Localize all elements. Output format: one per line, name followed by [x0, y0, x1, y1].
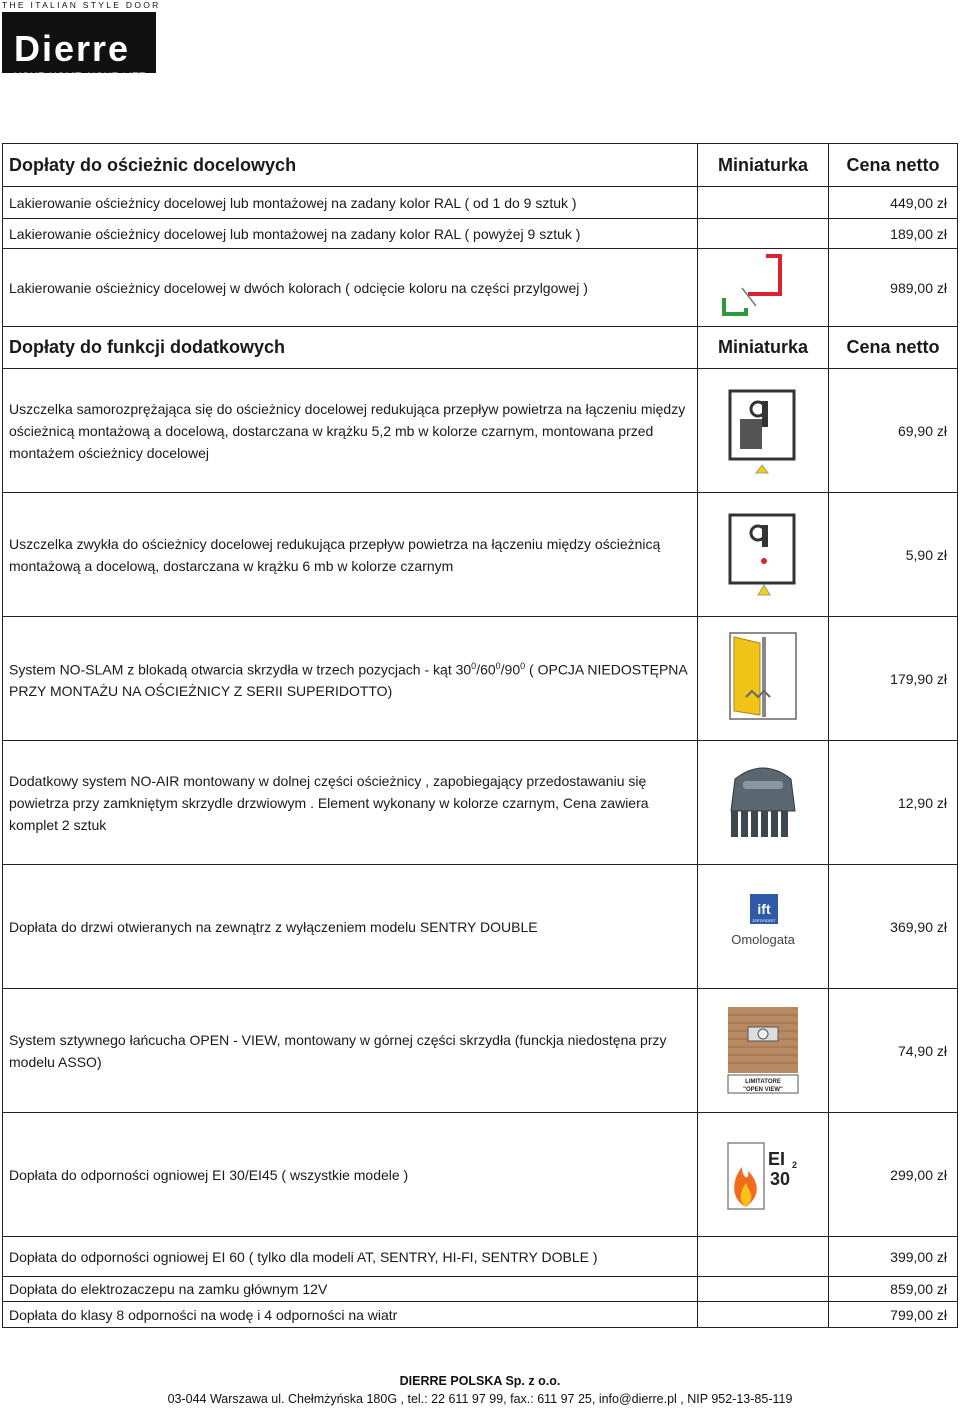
- logo-motto: YOUR HOME, YOUR LIFE: [14, 71, 146, 83]
- table-row: [3, 865, 958, 989]
- table-row: [3, 249, 958, 327]
- svg-text:EI: EI: [768, 1149, 786, 1169]
- row-description: Dodatkowy system NO-AIR montowany w dolnej części ościeżnicy , zapobiegający przedostawaniu się powietrza przy zamkniętym skrzydle drzwiowym . Element wykonany w kolorze czarnym, Cena zawiera komplet 2 sztuk: [3, 741, 698, 865]
- row-price: 399,00 zł: [829, 1237, 958, 1277]
- svg-text:ift: ift: [757, 901, 771, 917]
- logo-name: Dierre: [14, 28, 131, 69]
- svg-text:ZERTIFIZIERT: ZERTIFIZIERT: [752, 919, 776, 923]
- row-description: Dopłata do klasy 8 odporności na wodę i 4 odporności na wiatr: [3, 1302, 698, 1328]
- row-description: Lakierowanie ościeżnicy docelowej lub montażowej na zadany kolor RAL ( od 1 do 9 sztuk ): [3, 187, 698, 219]
- row-description: Uszczelka samorozprężająca się do ościeżnicy docelowej redukująca przepływ powietrza na łączeniu między ościeżnicą montażową a docelową, dostarczana w krążku 5,2 mb w kolorze czarnym, montowana przed montażem ościeżnicy docelowej: [3, 369, 698, 493]
- row-price: 449,00 zł: [829, 187, 958, 219]
- two-color-frame-icon: [708, 250, 818, 322]
- row-price: 369,90 zł: [829, 865, 958, 989]
- standard-seal-icon: [718, 503, 808, 603]
- ift-certificate-icon: [718, 890, 808, 960]
- table-row: [3, 219, 958, 249]
- svg-text:2: 2: [792, 1160, 798, 1170]
- no-air-comb-icon: [713, 751, 813, 851]
- row-price: 299,00 zł: [829, 1113, 958, 1237]
- svg-text:"OPEN VIEW": "OPEN VIEW": [743, 1087, 783, 1093]
- logo-tagline: THE ITALIAN STYLE DOOR: [2, 0, 161, 10]
- row-price: 5,90 zł: [829, 493, 958, 617]
- row-price: 12,90 zł: [829, 741, 958, 865]
- col-price-header: Cena netto: [829, 327, 958, 369]
- row-price: 989,00 zł: [829, 249, 958, 327]
- table-row: [3, 741, 958, 865]
- row-description: Dopłata do elektrozaczepu na zamku głównym 12V: [3, 1277, 698, 1302]
- section2-title: Dopłaty do funkcji dodatkowych: [3, 327, 698, 369]
- row-price: 799,00 zł: [829, 1302, 958, 1328]
- row-description: Lakierowanie ościeżnicy docelowej w dwóch kolorach ( odcięcie koloru na części przylgowej ): [3, 249, 698, 327]
- row-price: 74,90 zł: [829, 989, 958, 1113]
- table-row: [3, 493, 958, 617]
- svg-text:Omologata: Omologata: [731, 932, 795, 947]
- row-description: Lakierowanie ościeżnicy docelowej lub montażowej na zadany kolor RAL ( powyżej 9 sztuk ): [3, 219, 698, 249]
- row-description: Dopłata do odporności ogniowej EI 60 ( tylko dla modeli AT, SENTRY, HI-FI, SENTRY DOBLE ): [3, 1237, 698, 1277]
- self-expanding-seal-icon: [718, 379, 808, 479]
- footer-company: DIERRE POLSKA Sp. z o.o.: [399, 1374, 561, 1388]
- table-row: [3, 369, 958, 493]
- svg-text:30: 30: [770, 1169, 791, 1189]
- footer-address: 03-044 Warszawa ul. Chełmżyńska 180G , tel.: 22 611 97 99, fax.: 611 97 25, info@dierre.pl , NIP 952-13-85-119: [167, 1392, 793, 1406]
- svg-text:LIMITATORE: LIMITATORE: [745, 1079, 781, 1085]
- col-thumbnail-header: Miniaturka: [698, 327, 829, 369]
- row-price: 179,90 zł: [829, 617, 958, 741]
- table-row: [3, 617, 958, 741]
- table-row: [3, 1237, 958, 1277]
- table-row: [3, 1113, 958, 1237]
- col-thumbnail-header: Miniaturka: [698, 144, 829, 187]
- table-row: [3, 989, 958, 1113]
- col-price-header: Cena netto: [829, 144, 958, 187]
- row-price: 69,90 zł: [829, 369, 958, 493]
- section1-header-row: [3, 144, 958, 187]
- row-description: System NO-SLAM z blokadą otwarcia skrzydła w trzech pozycjach - kąt $30^0/60^0/90^0$ ( OPCJA NIEDOSTĘPNA PRZY MONTAŻU NA OŚCIEŻNICY Z SERII SUPERIDOTTO): [3, 617, 698, 741]
- table-row: [3, 187, 958, 219]
- price-table: [2, 143, 958, 1328]
- row-description: System sztywnego łańcucha OPEN - VIEW, montowany w górnej części skrzydła (funckja niedostęna przy modelu ASSO): [3, 989, 698, 1113]
- fire-resistance-ei30-icon: [718, 1123, 808, 1223]
- table-row: [3, 1302, 958, 1328]
- row-price: 859,00 zł: [829, 1277, 958, 1302]
- no-slam-door-icon: [718, 627, 808, 727]
- open-view-limiter-icon: [718, 999, 808, 1099]
- row-price: 189,00 zł: [829, 219, 958, 249]
- section1-title: Dopłaty do ościeżnic docelowych: [3, 144, 698, 187]
- section2-header-row: [3, 327, 958, 369]
- row-description: Dopłata do drzwi otwieranych na zewnątrz z wyłączeniem modelu SENTRY DOUBLE: [3, 865, 698, 989]
- dierre-logo: [0, 0, 160, 86]
- table-row: [3, 1277, 958, 1302]
- row-description: Uszczelka zwykła do ościeżnicy docelowej redukująca przepływ powietrza na łączeniu między ościeżnicą montażową a docelową, dostarczana w krążku 6 mb w kolorze czarnym: [3, 493, 698, 617]
- row-description: Dopłata do odporności ogniowej EI 30/EI45 ( wszystkie modele ): [3, 1113, 698, 1237]
